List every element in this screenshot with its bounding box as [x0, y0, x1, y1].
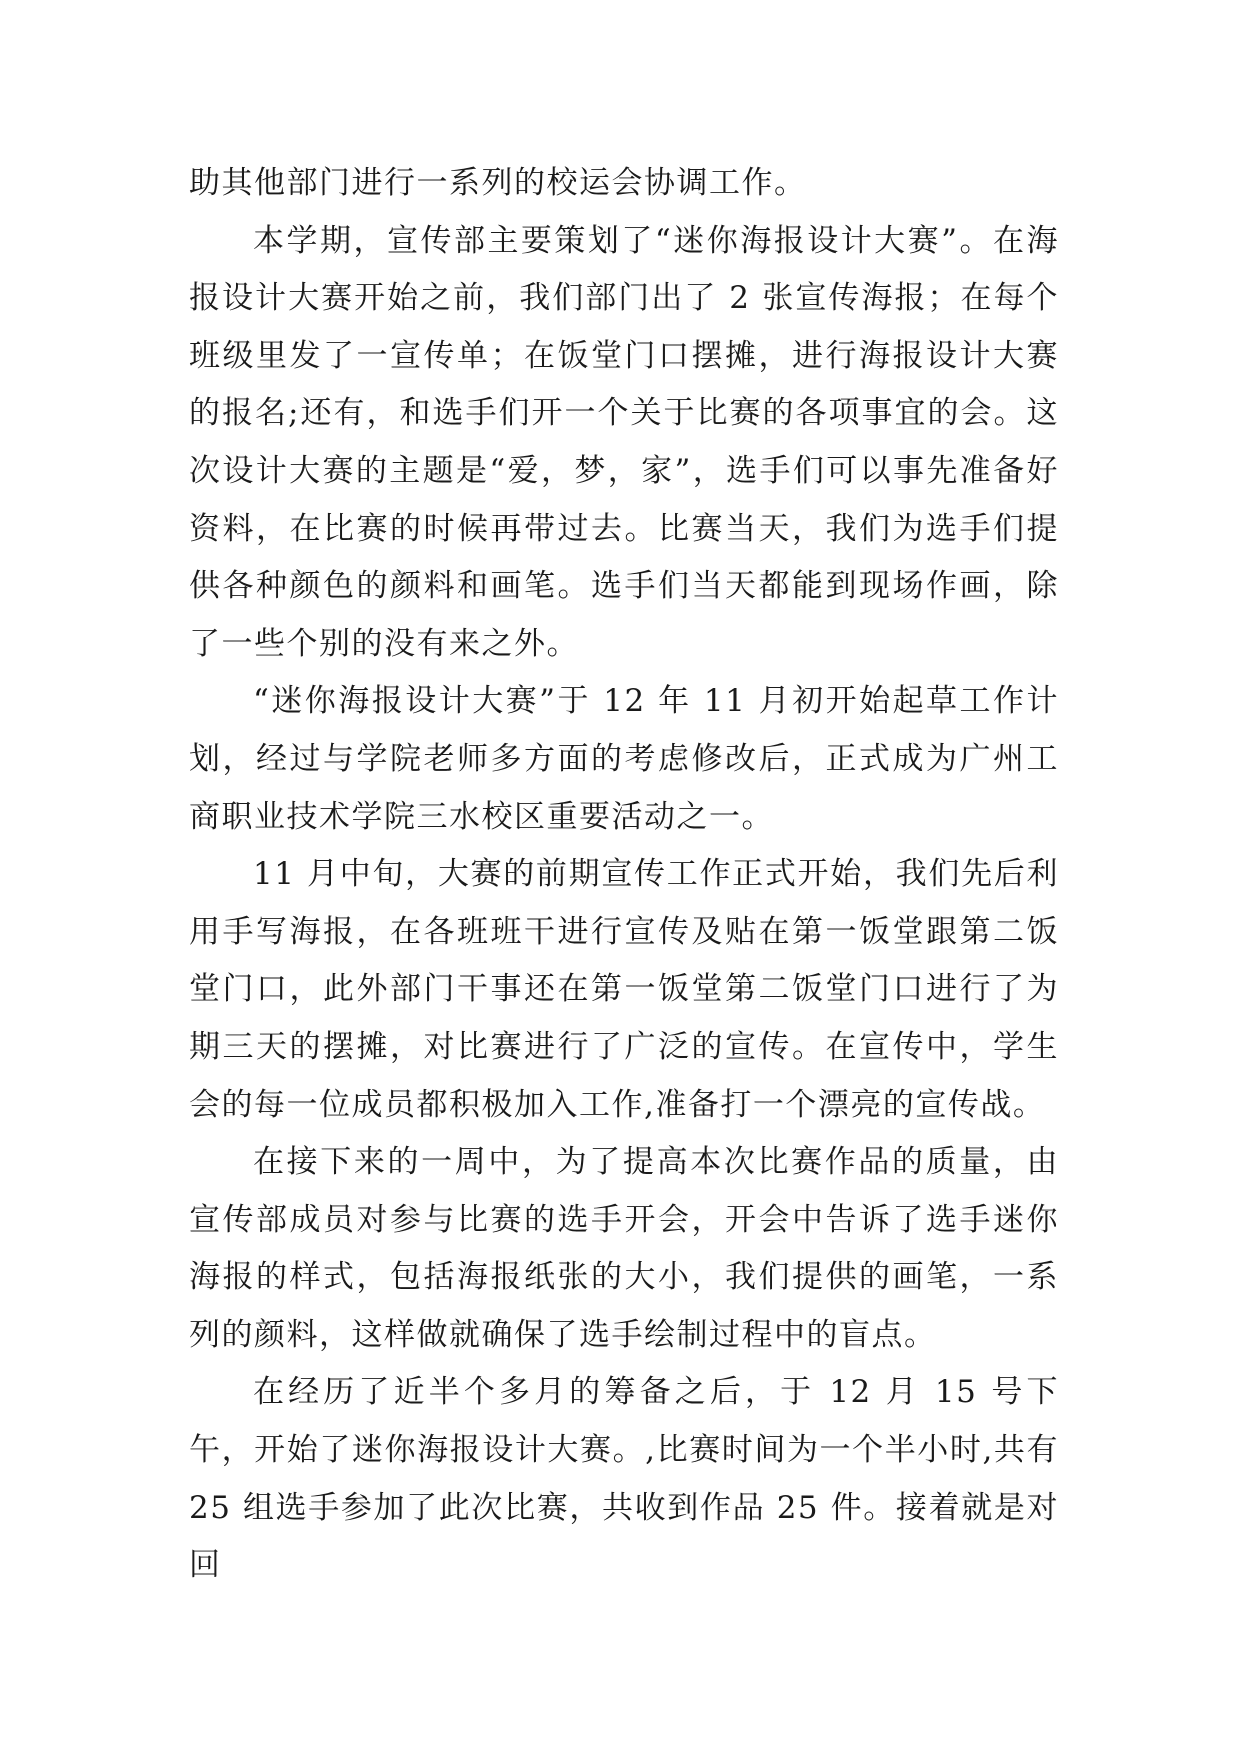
- paragraph-5: 在接下来的一周中，为了提高本次比赛作品的质量，由宣传部成员对参与比赛的选手开会，开会中告诉了选手迷你海报的样式，包括海报纸张的大小，我们提供的画笔，一系列的颜料，这样做就确保了选手绘制过程中的盲点。: [189, 1144, 1059, 1353]
- paragraph-1: 助其他部门进行一系列的校运会协调工作。: [189, 165, 807, 201]
- paragraph-2: 本学期，宣传部主要策划了“迷你海报设计大赛”。在海报设计大赛开始之前，我们部门出了 2 张宣传海报；在每个班级里发了一宣传单；在饭堂门口摆摊，进行海报设计大赛的报名;还有，和选手们开一个关于比赛的各项事宜的会。这次设计大赛的主题是“爱，梦，家”，选手们可以事先准备好资料，在比赛的时候再带过去。比赛当天，我们为选手们提供各种颜色的颜料和画笔。选手们当天都能到现场作画，除了一些个别的没有来之外。: [189, 222, 1059, 662]
- body-text: [189, 155, 1059, 1595]
- paragraph-4: 11 月中旬，大赛的前期宣传工作正式开始，我们先后利用手写海报，在各班班干进行宣传及贴在第一饭堂跟第二饭堂门口，此外部门干事还在第一饭堂第二饭堂门口进行了为期三天的摆摊，对比赛进行了广泛的宣传。在宣传中，学生会的每一位成员都积极加入工作,准备打一个漂亮的宣传战。: [189, 856, 1059, 1123]
- paragraph-6: 在经历了近半个多月的筹备之后，于 12 月 15 号下午，开始了迷你海报设计大赛。,比赛时间为一个半小时,共有 25 组选手参加了此次比赛，共收到作品 25 件。接着就是对回: [189, 1374, 1059, 1584]
- paragraph-3: “迷你海报设计大赛”于 12 年 11 月初开始起草工作计划，经过与学院老师多方面的考虑修改后，正式成为广州工商职业技术学院三水校区重要活动之一。: [189, 683, 1059, 835]
